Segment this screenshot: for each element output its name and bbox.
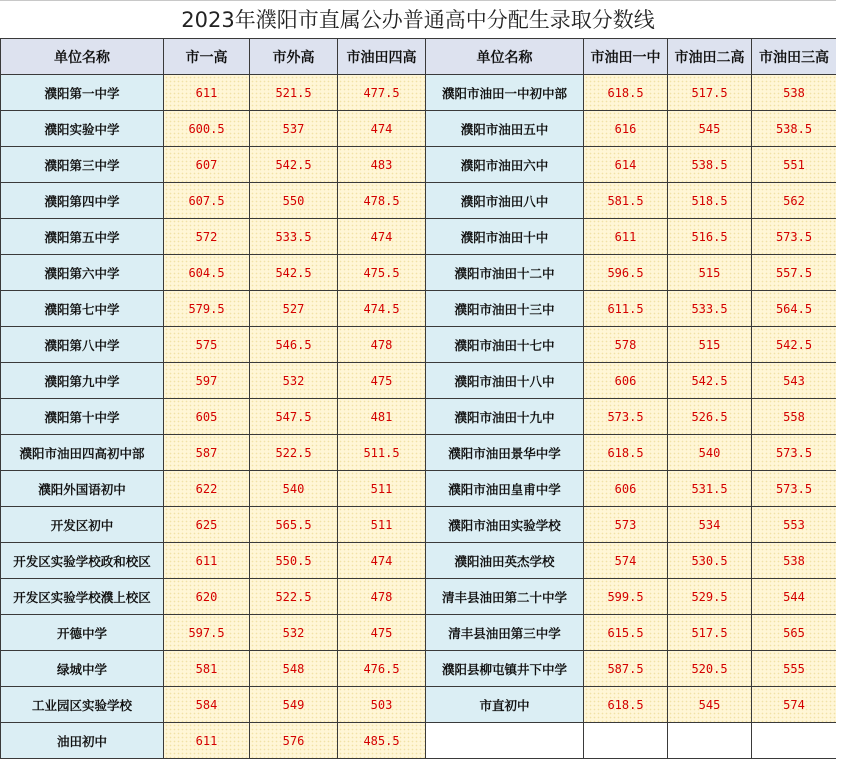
- right-score-cell-3[interactable]: 555: [752, 651, 837, 687]
- right-score-cell-3[interactable]: 553: [752, 507, 837, 543]
- left-unit-name-cell[interactable]: 濮阳第三中学: [1, 147, 164, 183]
- right-score-cell-1[interactable]: 611.5: [584, 291, 668, 327]
- right-unit-name-cell[interactable]: 市直初中: [426, 687, 584, 723]
- left-score-cell-1[interactable]: 605: [164, 399, 250, 435]
- header-cell-right-school-3[interactable]: 市油田三高: [752, 39, 837, 75]
- left-score-cell-2[interactable]: 540: [250, 471, 338, 507]
- right-score-cell-2[interactable]: 526.5: [668, 399, 752, 435]
- table-row: [1, 687, 837, 723]
- left-score-cell-3[interactable]: 485.5: [338, 723, 426, 759]
- right-unit-name-cell[interactable]: 濮阳市油田十九中: [426, 399, 584, 435]
- left-score-cell-2[interactable]: 533.5: [250, 219, 338, 255]
- right-score-cell-2[interactable]: 517.5: [668, 615, 752, 651]
- right-score-cell-2[interactable]: 545: [668, 687, 752, 723]
- table-row: [1, 723, 837, 759]
- table-row: [1, 111, 837, 147]
- right-score-cell-2[interactable]: 529.5: [668, 579, 752, 615]
- right-score-cell-1[interactable]: 599.5: [584, 579, 668, 615]
- right-score-cell-2[interactable]: 542.5: [668, 363, 752, 399]
- page-title: 2023年濮阳市直属公办普通高中分配生录取分数线: [181, 8, 655, 32]
- header-cell-left-school-2[interactable]: 市外高: [250, 39, 338, 75]
- right-unit-name-cell[interactable]: 清丰县油田第二十中学: [426, 579, 584, 615]
- left-score-cell-3[interactable]: 475.5: [338, 255, 426, 291]
- left-score-cell-2[interactable]: 537: [250, 111, 338, 147]
- right-unit-name-cell[interactable]: 濮阳市油田十八中: [426, 363, 584, 399]
- right-score-cell-2[interactable]: 538.5: [668, 147, 752, 183]
- header-cell-left-name[interactable]: 单位名称: [1, 39, 164, 75]
- right-score-cell-1[interactable]: 614: [584, 147, 668, 183]
- right-score-cell-3[interactable]: 558: [752, 399, 837, 435]
- left-unit-name-cell[interactable]: 开发区实验学校政和校区: [1, 543, 164, 579]
- left-score-cell-2[interactable]: 521.5: [250, 75, 338, 111]
- left-score-cell-1[interactable]: 597.5: [164, 615, 250, 651]
- right-empty-cell[interactable]: [426, 723, 584, 759]
- table-row: [1, 255, 837, 291]
- left-score-cell-1[interactable]: 604.5: [164, 255, 250, 291]
- left-score-cell-3[interactable]: 476.5: [338, 651, 426, 687]
- left-unit-name-cell[interactable]: 濮阳第五中学: [1, 219, 164, 255]
- right-empty-cell[interactable]: [584, 723, 668, 759]
- left-unit-name-cell[interactable]: 绿城中学: [1, 651, 164, 687]
- right-score-cell-1[interactable]: 596.5: [584, 255, 668, 291]
- right-score-cell-1[interactable]: 578: [584, 327, 668, 363]
- right-score-cell-1[interactable]: 611: [584, 219, 668, 255]
- header-cell-left-school-3[interactable]: 市油田四高: [338, 39, 426, 75]
- right-score-cell-2[interactable]: 518.5: [668, 183, 752, 219]
- left-score-cell-2[interactable]: 542.5: [250, 147, 338, 183]
- right-unit-name-cell[interactable]: 濮阳市油田一中初中部: [426, 75, 584, 111]
- right-score-cell-3[interactable]: 564.5: [752, 291, 837, 327]
- left-score-cell-1[interactable]: 581: [164, 651, 250, 687]
- right-score-cell-2[interactable]: 517.5: [668, 75, 752, 111]
- left-score-cell-1[interactable]: 611: [164, 723, 250, 759]
- right-unit-name-cell[interactable]: 濮阳市油田十中: [426, 219, 584, 255]
- right-score-cell-1[interactable]: 606: [584, 471, 668, 507]
- left-unit-name-cell[interactable]: 濮阳第十中学: [1, 399, 164, 435]
- left-unit-name-cell[interactable]: 开发区初中: [1, 507, 164, 543]
- left-score-cell-1[interactable]: 587: [164, 435, 250, 471]
- left-score-cell-2[interactable]: 550.5: [250, 543, 338, 579]
- right-score-cell-1[interactable]: 618.5: [584, 75, 668, 111]
- left-score-cell-1[interactable]: 572: [164, 219, 250, 255]
- left-score-cell-1[interactable]: 625: [164, 507, 250, 543]
- right-score-cell-3[interactable]: 538: [752, 543, 837, 579]
- left-score-cell-2[interactable]: 542.5: [250, 255, 338, 291]
- left-score-cell-3[interactable]: 474: [338, 111, 426, 147]
- right-score-cell-3[interactable]: 542.5: [752, 327, 837, 363]
- header-cell-right-school-2[interactable]: 市油田二高: [668, 39, 752, 75]
- table-row: [1, 507, 837, 543]
- right-score-cell-3[interactable]: 544: [752, 579, 837, 615]
- left-score-cell-1[interactable]: 597: [164, 363, 250, 399]
- right-score-cell-2[interactable]: 533.5: [668, 291, 752, 327]
- left-score-cell-2[interactable]: 576: [250, 723, 338, 759]
- left-score-cell-1[interactable]: 584: [164, 687, 250, 723]
- right-score-cell-3[interactable]: 562: [752, 183, 837, 219]
- right-score-cell-3[interactable]: 543: [752, 363, 837, 399]
- right-score-cell-1[interactable]: 606: [584, 363, 668, 399]
- header-cell-right-school-1[interactable]: 市油田一中: [584, 39, 668, 75]
- right-score-cell-2[interactable]: 531.5: [668, 471, 752, 507]
- right-score-cell-1[interactable]: 581.5: [584, 183, 668, 219]
- left-score-cell-1[interactable]: 611: [164, 75, 250, 111]
- table-row: [1, 435, 837, 471]
- left-score-cell-3[interactable]: 511: [338, 471, 426, 507]
- left-score-cell-2[interactable]: 532: [250, 363, 338, 399]
- table-row: [1, 543, 837, 579]
- right-unit-name-cell[interactable]: 濮阳市油田六中: [426, 147, 584, 183]
- right-score-cell-2[interactable]: 545: [668, 111, 752, 147]
- table-row: [1, 615, 837, 651]
- right-score-cell-2[interactable]: 540: [668, 435, 752, 471]
- table-row: [1, 651, 837, 687]
- table-row: [1, 399, 837, 435]
- right-score-cell-3[interactable]: 565: [752, 615, 837, 651]
- right-score-cell-3[interactable]: 538.5: [752, 111, 837, 147]
- right-unit-name-cell[interactable]: 濮阳县柳屯镇井下中学: [426, 651, 584, 687]
- right-unit-name-cell[interactable]: 清丰县油田第三中学: [426, 615, 584, 651]
- left-score-cell-1[interactable]: 579.5: [164, 291, 250, 327]
- score-table: [0, 38, 837, 759]
- right-score-cell-2[interactable]: 515: [668, 327, 752, 363]
- right-empty-cell[interactable]: [752, 723, 837, 759]
- left-score-cell-1[interactable]: 611: [164, 543, 250, 579]
- right-score-cell-1[interactable]: 615.5: [584, 615, 668, 651]
- right-score-cell-2[interactable]: 530.5: [668, 543, 752, 579]
- right-unit-name-cell[interactable]: 濮阳油田英杰学校: [426, 543, 584, 579]
- left-score-cell-3[interactable]: 475: [338, 363, 426, 399]
- table-row: [1, 363, 837, 399]
- left-score-cell-3[interactable]: 474: [338, 543, 426, 579]
- right-unit-name-cell[interactable]: 濮阳市油田八中: [426, 183, 584, 219]
- right-score-cell-1[interactable]: 573.5: [584, 399, 668, 435]
- table-row: [1, 219, 837, 255]
- right-score-cell-2[interactable]: 515: [668, 255, 752, 291]
- left-unit-name-cell[interactable]: 濮阳第九中学: [1, 363, 164, 399]
- left-score-cell-2[interactable]: 527: [250, 291, 338, 327]
- left-score-cell-1[interactable]: 607.5: [164, 183, 250, 219]
- right-empty-cell[interactable]: [668, 723, 752, 759]
- left-unit-name-cell[interactable]: 濮阳第七中学: [1, 291, 164, 327]
- left-score-cell-1[interactable]: 607: [164, 147, 250, 183]
- table-row: [1, 183, 837, 219]
- right-score-cell-3[interactable]: 573.5: [752, 471, 837, 507]
- right-score-cell-3[interactable]: 574: [752, 687, 837, 723]
- right-unit-name-cell[interactable]: 濮阳市油田十三中: [426, 291, 584, 327]
- right-unit-name-cell[interactable]: 濮阳市油田十二中: [426, 255, 584, 291]
- left-unit-name-cell[interactable]: 开发区实验学校濮上校区: [1, 579, 164, 615]
- left-score-cell-3[interactable]: 511: [338, 507, 426, 543]
- right-unit-name-cell[interactable]: 濮阳市油田景华中学: [426, 435, 584, 471]
- left-score-cell-2[interactable]: 549: [250, 687, 338, 723]
- right-score-cell-3[interactable]: 557.5: [752, 255, 837, 291]
- left-score-cell-3[interactable]: 503: [338, 687, 426, 723]
- table-row: [1, 291, 837, 327]
- right-unit-name-cell[interactable]: 濮阳市油田皇甫中学: [426, 471, 584, 507]
- table-row: [1, 327, 837, 363]
- right-unit-name-cell[interactable]: 濮阳市油田五中: [426, 111, 584, 147]
- left-unit-name-cell[interactable]: 开德中学: [1, 615, 164, 651]
- left-score-cell-2[interactable]: 550: [250, 183, 338, 219]
- left-score-cell-3[interactable]: 475: [338, 615, 426, 651]
- left-score-cell-3[interactable]: 477.5: [338, 75, 426, 111]
- left-unit-name-cell[interactable]: 油田初中: [1, 723, 164, 759]
- right-score-cell-3[interactable]: 573.5: [752, 219, 837, 255]
- left-score-cell-2[interactable]: 522.5: [250, 435, 338, 471]
- right-unit-name-cell[interactable]: 濮阳市油田十七中: [426, 327, 584, 363]
- left-score-cell-1[interactable]: 600.5: [164, 111, 250, 147]
- table-row: [1, 147, 837, 183]
- table-row: [1, 75, 837, 111]
- left-score-cell-3[interactable]: 474.5: [338, 291, 426, 327]
- table-row: [1, 579, 837, 615]
- right-score-cell-1[interactable]: 574: [584, 543, 668, 579]
- left-score-cell-2[interactable]: 565.5: [250, 507, 338, 543]
- left-score-cell-2[interactable]: 547.5: [250, 399, 338, 435]
- left-score-cell-3[interactable]: 478.5: [338, 183, 426, 219]
- left-score-cell-1[interactable]: 575: [164, 327, 250, 363]
- left-unit-name-cell[interactable]: 濮阳外国语初中: [1, 471, 164, 507]
- header-row: [1, 39, 837, 75]
- left-score-cell-3[interactable]: 481: [338, 399, 426, 435]
- right-score-cell-2[interactable]: 520.5: [668, 651, 752, 687]
- left-unit-name-cell[interactable]: 濮阳第八中学: [1, 327, 164, 363]
- left-score-cell-3[interactable]: 474: [338, 219, 426, 255]
- left-score-cell-2[interactable]: 548: [250, 651, 338, 687]
- right-score-cell-1[interactable]: 618.5: [584, 435, 668, 471]
- left-score-cell-3[interactable]: 478: [338, 579, 426, 615]
- left-score-cell-2[interactable]: 532: [250, 615, 338, 651]
- right-score-cell-3[interactable]: 538: [752, 75, 837, 111]
- right-score-cell-1[interactable]: 587.5: [584, 651, 668, 687]
- left-unit-name-cell[interactable]: 工业园区实验学校: [1, 687, 164, 723]
- right-score-cell-1[interactable]: 616: [584, 111, 668, 147]
- title-row: [0, 0, 836, 39]
- left-score-cell-1[interactable]: 622: [164, 471, 250, 507]
- right-score-cell-3[interactable]: 551: [752, 147, 837, 183]
- left-score-cell-2[interactable]: 522.5: [250, 579, 338, 615]
- table-row: [1, 471, 837, 507]
- left-score-cell-2[interactable]: 546.5: [250, 327, 338, 363]
- table-body: [1, 75, 837, 759]
- right-score-cell-1[interactable]: 618.5: [584, 687, 668, 723]
- left-unit-name-cell[interactable]: 濮阳实验中学: [1, 111, 164, 147]
- header-cell-left-school-1[interactable]: 市一高: [164, 39, 250, 75]
- left-unit-name-cell[interactable]: 濮阳市油田四高初中部: [1, 435, 164, 471]
- left-score-cell-3[interactable]: 478: [338, 327, 426, 363]
- left-score-cell-3[interactable]: 511.5: [338, 435, 426, 471]
- sheet-right-margin: [836, 0, 842, 763]
- right-score-cell-2[interactable]: 534: [668, 507, 752, 543]
- left-unit-name-cell[interactable]: 濮阳第一中学: [1, 75, 164, 111]
- right-score-cell-2[interactable]: 516.5: [668, 219, 752, 255]
- right-score-cell-1[interactable]: 573: [584, 507, 668, 543]
- left-unit-name-cell[interactable]: 濮阳第四中学: [1, 183, 164, 219]
- left-unit-name-cell[interactable]: 濮阳第六中学: [1, 255, 164, 291]
- header-cell-right-name[interactable]: 单位名称: [426, 39, 584, 75]
- right-unit-name-cell[interactable]: 濮阳市油田实验学校: [426, 507, 584, 543]
- right-score-cell-3[interactable]: 573.5: [752, 435, 837, 471]
- left-score-cell-3[interactable]: 483: [338, 147, 426, 183]
- left-score-cell-1[interactable]: 620: [164, 579, 250, 615]
